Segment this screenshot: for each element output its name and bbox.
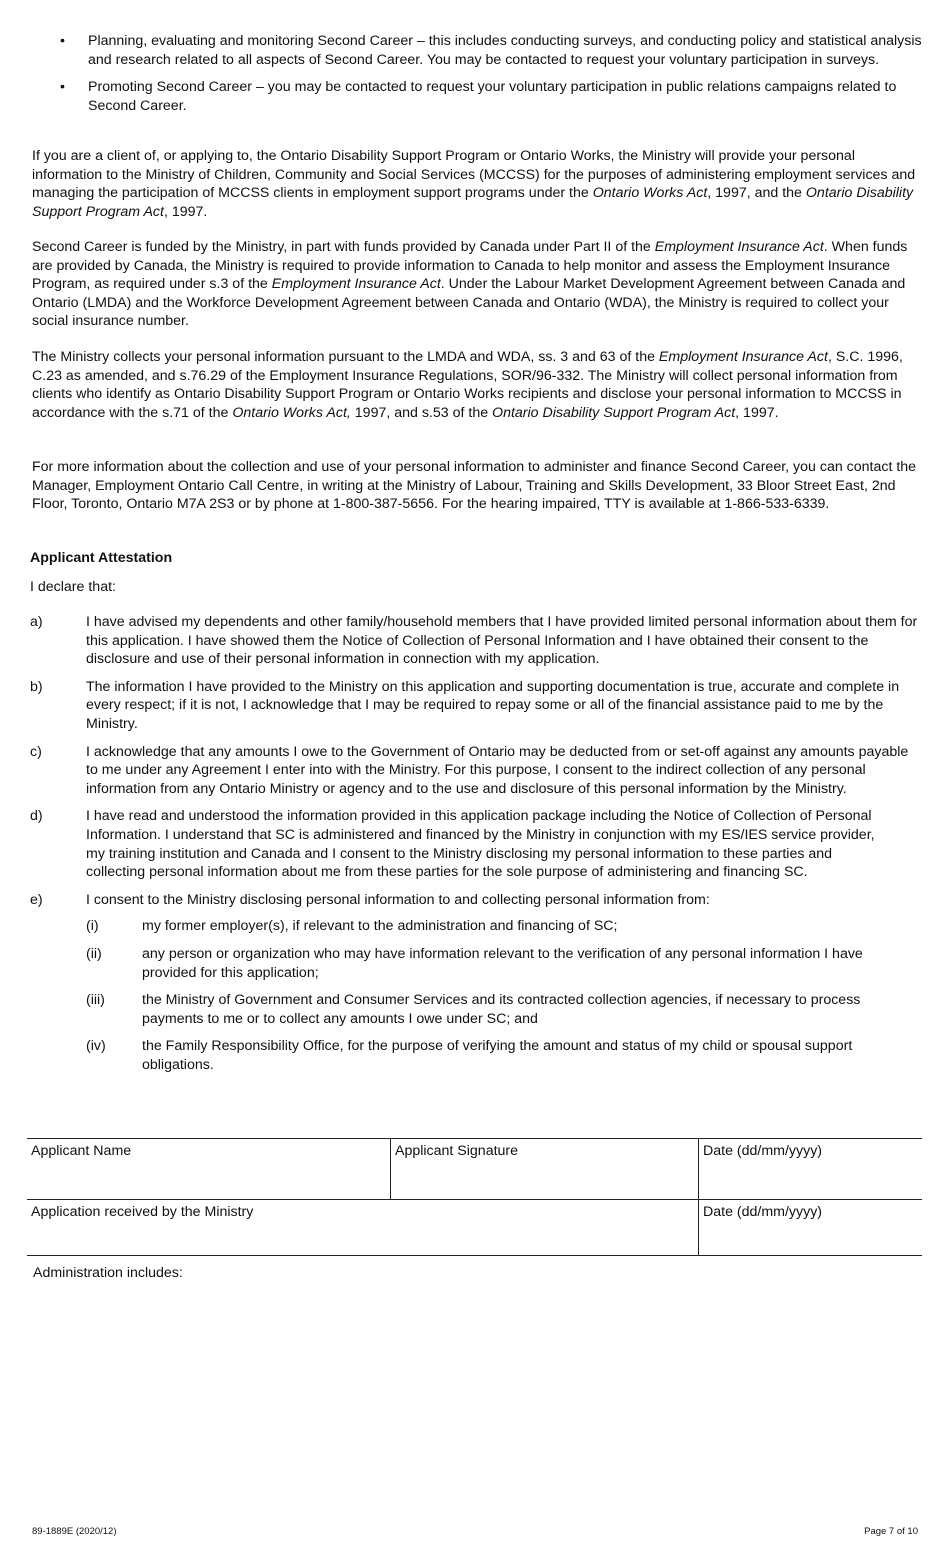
paragraph-text: , 1997. [735, 404, 779, 421]
subitem-text: the Family Responsibility Office, for the purpose of verifying the amount and status of my child or spousal support obligations. [142, 1038, 853, 1073]
act-name: Ontario Works Act [592, 185, 708, 202]
paragraph-text: The Ministry collects your personal information pursuant to the LMDA and WDA, ss. 3 and 63 of the [32, 349, 659, 365]
administration-label: Administration includes: [33, 1265, 183, 1281]
act-name: Employment Insurance Act [271, 276, 441, 293]
attestation-sublist [86, 917, 922, 1074]
act-name: Employment Insurance Act [654, 239, 824, 255]
ministry-date-field[interactable] [698, 1200, 922, 1255]
paragraph-text: . Under the Labour Market Development Agreement between Canada and Ontario (LMDA) and the Workforce Development Agreement between Canada and Ontario (WDA), the Ministry is required to collect your social insurance number. [32, 276, 906, 330]
act-name: Ontario Disability Support Program Act [492, 404, 736, 421]
bullet-item [32, 78, 922, 115]
page-number: Page 7 of 10 [864, 1526, 918, 1537]
attestation-item [30, 891, 922, 1075]
act-name: Ontario Disability Support Program Act [32, 185, 914, 220]
attestation-item [30, 678, 922, 734]
bullet-icon: • [60, 33, 65, 49]
applicant-name-field[interactable] [27, 1139, 390, 1199]
subitem-label: (iii) [86, 992, 105, 1009]
paragraph-contact-info: For more information about the collection and use of your personal information to administer and finance Second Career, you can contact the Manager, Employment Ontario Call Centre, in writing at the Ministry of Labour, Training and Skills Development, 33 Bloor Street East, 2nd Floor, Toronto, Ontario M7A 2S3 or by phone at 1-800-387-5656. For the hearing impaired, TTY is available at 1-866-533-6339. [32, 459, 917, 513]
field-label: Applicant Signature [395, 1143, 519, 1159]
attestation-list [30, 613, 922, 1083]
subitem-label: (i) [86, 918, 99, 935]
paragraph-text: If you are a client of, or applying to, the Ontario Disability Support Program or Ontario Works, the Ministry will provide your personal information to the Ministry of Children, Community and Social Services (MCCSS) for the purposes of administering employment services and managing the participation of MCCSS clients in employment support programs under the [32, 148, 916, 202]
bullet-text: Promoting Second Career – you may be contacted to request your voluntary participation in public relations campaigns related to Second Career. [88, 79, 897, 114]
subitem-label: (ii) [86, 945, 102, 962]
paragraph-text: , 1997, and the [707, 185, 806, 202]
signature-form [27, 1138, 922, 1256]
declaration-intro: I declare that: [30, 579, 116, 595]
paragraph-text: , 1997. [163, 203, 208, 220]
item-text: I have read and understood the information provided in this application package including the Notice of Collection of Personal Information. I understand that SC is administered and financed by the Ministry in conjunction with my ES/IES service provider, my training institution and Canada and I consent to the Ministry disclosing my personal information to these parties and collecting personal information about me from these parties for the sole purpose of administering and financing SC. [86, 808, 875, 881]
subitem-text: my former employer(s), if relevant to the administration and financing of SC; [142, 918, 618, 935]
paragraph-text: Second Career is funded by the Ministry, in part with funds provided by Canada under Part II of the [32, 239, 655, 255]
applicant-date-field[interactable] [698, 1139, 922, 1199]
form-row-applicant [27, 1138, 922, 1199]
attestation-subitem [86, 991, 922, 1028]
paragraph-funding [32, 238, 920, 331]
attestation-item [30, 743, 922, 799]
item-text: I consent to the Ministry disclosing personal information to and collecting personal information from: [86, 891, 710, 908]
attestation-subitem [86, 1037, 922, 1074]
act-name: Employment Insurance Act [658, 349, 828, 365]
section-heading: Applicant Attestation [30, 550, 173, 566]
field-label: Applicant Name [31, 1143, 132, 1159]
attestation-subitem [86, 945, 922, 982]
form-row-ministry [27, 1199, 922, 1256]
act-name: Ontario Works Act, [232, 404, 351, 421]
item-label: d) [30, 808, 43, 825]
field-label: Date (dd/mm/yyyy) [703, 1143, 823, 1159]
applicant-signature-field[interactable] [390, 1139, 698, 1199]
item-label: c) [30, 743, 42, 760]
subitem-text: the Ministry of Government and Consumer Services and its contracted collection agencies, if necessary to process payments to me or to collect any amounts I owe under SC; and [142, 992, 861, 1027]
paragraph-text: 1997, and s.53 of the [350, 404, 493, 421]
item-text: The information I have provided to the Ministry on this application and supporting documentation is true, accurate and complete in every respect; if it is not, I acknowledge that I may be required to repay some or all of the financial assistance paid to me by the Ministry. [86, 678, 900, 732]
subitem-label: (iv) [86, 1038, 106, 1055]
item-text: I have advised my dependents and other family/household members that I have provided limited personal information about them for this application. I have showed them the Notice of Collection of Personal Information and I have obtained their consent to the disclosure and use of their personal information in connection with my application. [86, 614, 918, 668]
item-label: e) [30, 891, 43, 908]
bullet-text: Planning, evaluating and monitoring Second Career – this includes conducting surveys, and conducting policy and statistical analysis and research related to all aspects of Second Career. You may be contacted to request your voluntary participation in surveys. [88, 33, 922, 68]
attestation-item [30, 807, 922, 881]
field-label: Date (dd/mm/yyyy) [703, 1204, 823, 1220]
attestation-item [30, 613, 922, 669]
item-label: b) [30, 678, 43, 695]
attestation-subitem [86, 917, 922, 936]
paragraph-text: , S.C. 1996, C.23 as amended, and s.76.29 of the Employment Insurance Regulations, SOR/96-332. The Ministry will collect personal information from clients who identify as Ontario Disability Support Program or Ontario Works recipients and disclose your personal information to MCCSS in accordance with the s.71 of the [32, 349, 903, 421]
field-label: Application received by the Ministry [31, 1204, 254, 1220]
subitem-text: any person or organization who may have information relevant to the verification of any personal information I have provided for this application; [142, 945, 863, 981]
bullet-item [32, 32, 922, 69]
item-label: a) [30, 614, 43, 630]
ministry-received-field[interactable] [27, 1200, 698, 1255]
bullet-icon: • [60, 79, 65, 96]
item-text: I acknowledge that any amounts I owe to the Government of Ontario may be deducted from or set-off against any amounts payable to me under any Agreement I enter into with the Ministry. For this purpose, I consent to the indirect collection of any personal information from any Ontario Ministry or agency and to the use and disclosure of this personal information by the Ministry. [86, 743, 909, 797]
paragraph-collection-authority [32, 348, 920, 422]
form-number: 89-1889E (2020/12) [32, 1526, 117, 1537]
paragraph-text: . When funds are provided by Canada, the Ministry is required to provide information to Canada to help monitor and assess the Employment Insurance Program, as required under s.3 of the [32, 239, 908, 293]
paragraph-mccss [32, 147, 920, 221]
purpose-bullet-list [32, 32, 922, 124]
